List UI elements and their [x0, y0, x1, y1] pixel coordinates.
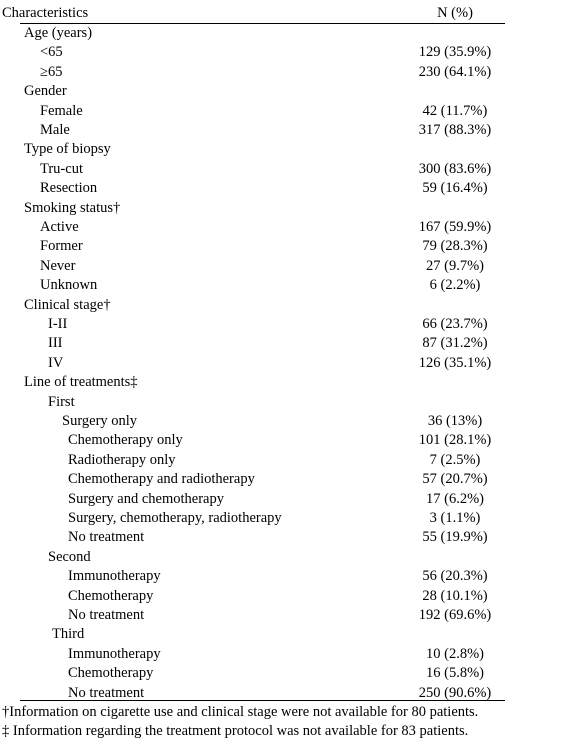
header-characteristics: Characteristics: [2, 5, 89, 21]
row-label: Tru-cut: [40, 160, 83, 177]
row-value: 36 (13%): [427, 413, 483, 429]
row-label: Former: [40, 238, 83, 255]
row-label: Resection: [40, 180, 98, 197]
header-n-percent: N (%): [437, 5, 473, 21]
table-row: [0, 63, 569, 82]
row-value: 230 (64.1%): [418, 63, 492, 80]
table-row: [0, 160, 569, 179]
row-label: Female: [40, 102, 83, 119]
row-label: Smoking status†: [24, 199, 121, 216]
row-value: 101 (28.1%): [418, 432, 492, 449]
table-row: [0, 664, 569, 683]
row-value: 10 (2.8%): [426, 645, 484, 662]
row-label: Surgery only: [62, 413, 138, 429]
row-label: No treatment: [68, 529, 145, 546]
row-label: Type of biopsy: [24, 141, 111, 158]
row-value: 55 (19.9%): [422, 529, 488, 546]
table-row: [0, 257, 569, 276]
row-value: 192 (69.6%): [418, 607, 492, 623]
row-value: 317 (88.3%): [418, 122, 492, 138]
table-row: [0, 199, 569, 218]
table-row: [0, 296, 569, 315]
table-row: [0, 43, 569, 62]
footnote-smoking-stage: †Information on cigarette use and clinical stage were not available for 80 patients.: [2, 704, 479, 720]
table-row: [0, 24, 569, 43]
table-row: [0, 276, 569, 295]
table-row: [0, 140, 569, 159]
row-label: Clinical stage†: [24, 296, 111, 313]
row-label: Chemotherapy: [68, 587, 154, 604]
row-value: 126 (35.1%): [418, 354, 492, 371]
row-value: 16 (5.8%): [426, 665, 484, 682]
table-row: [0, 567, 569, 586]
row-label: ≥65: [40, 63, 63, 80]
row-label: Radiotherapy only: [68, 451, 176, 468]
row-label: Immunotherapy: [68, 568, 161, 585]
table-row: [0, 606, 569, 625]
row-value: 6 (2.2%): [429, 277, 481, 294]
row-value: 42 (11.7%): [422, 102, 488, 119]
row-label: Immunotherapy: [68, 645, 161, 662]
table-row: [0, 548, 569, 567]
row-label: First: [48, 393, 75, 410]
table-row: [0, 645, 569, 664]
row-value: 250 (90.6%): [418, 684, 492, 701]
table-row: [0, 218, 569, 237]
table-row: [0, 490, 569, 509]
row-label: III: [48, 335, 63, 352]
table-row: [0, 509, 569, 528]
table-row: [0, 470, 569, 489]
row-value: 57 (20.7%): [422, 471, 488, 488]
row-value: 79 (28.3%): [422, 238, 488, 255]
row-label: Third: [52, 626, 85, 643]
row-value: 87 (31.2%): [422, 335, 488, 352]
table-row: [0, 354, 569, 373]
table-row: [0, 237, 569, 256]
row-label: Chemotherapy: [68, 665, 154, 682]
row-value: 28 (10.1%): [422, 587, 488, 604]
bottom-rule: [20, 700, 505, 701]
table-row: [0, 315, 569, 334]
row-label: No treatment: [68, 684, 145, 701]
row-label: <65: [40, 44, 63, 61]
row-value: 56 (20.3%): [422, 568, 488, 585]
table-row: [0, 179, 569, 198]
row-value: 17 (6.2%): [426, 490, 484, 507]
row-label: Never: [40, 257, 76, 274]
row-value: 27 (9.7%): [426, 257, 484, 274]
row-value: 59 (16.4%): [422, 180, 488, 197]
footnote-treatment: ‡ Information regarding the treatment protocol was not available for 83 patients.: [2, 723, 469, 739]
row-label: Second: [48, 548, 91, 565]
row-value: 167 (59.9%): [418, 219, 492, 235]
row-label: Active: [40, 219, 79, 235]
row-label: Unknown: [40, 277, 98, 294]
table-row: [0, 412, 569, 431]
row-label: Chemotherapy and radiotherapy: [68, 471, 255, 488]
table-row: [0, 528, 569, 547]
row-label: Line of treatments‡: [24, 374, 138, 391]
row-label: No treatment: [68, 607, 145, 623]
table-row: [0, 451, 569, 470]
table-row: [0, 334, 569, 353]
row-value: 3 (1.1%): [429, 510, 481, 526]
row-label: Chemotherapy only: [68, 432, 183, 449]
table-row: [0, 121, 569, 140]
table-row: [0, 587, 569, 606]
table-row: [0, 373, 569, 392]
row-label: IV: [48, 354, 64, 371]
row-label: Surgery, chemotherapy, radiotherapy: [68, 510, 282, 526]
table-row: [0, 431, 569, 450]
row-label: Gender: [24, 83, 67, 100]
row-label: Surgery and chemotherapy: [68, 490, 224, 507]
table-row: [0, 625, 569, 644]
row-value: 66 (23.7%): [422, 316, 488, 332]
row-label: I-II: [48, 316, 68, 332]
row-label: Male: [40, 122, 70, 138]
row-value: 129 (35.9%): [418, 44, 492, 61]
table-row: [0, 393, 569, 412]
table-row: [0, 102, 569, 121]
row-value: 7 (2.5%): [429, 451, 481, 468]
row-label: Age (years): [24, 25, 93, 41]
row-value: 300 (83.6%): [418, 160, 492, 177]
table-row: [0, 82, 569, 101]
table-header: [0, 4, 569, 23]
